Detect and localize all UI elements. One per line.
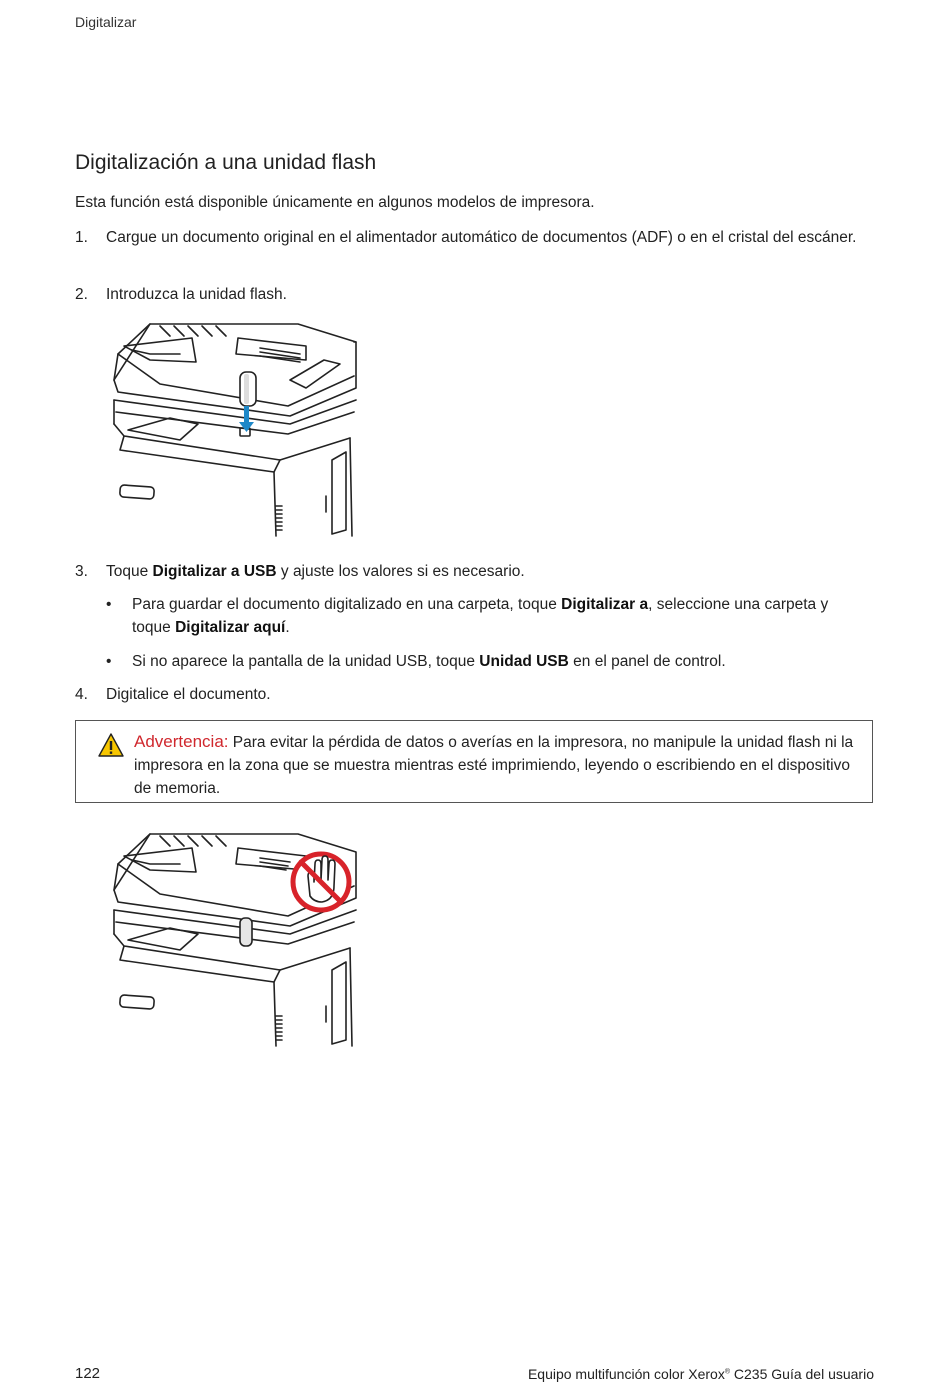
- warning-body: Para evitar la pérdida de datos o averías en la impresora, no manipule la unidad flash ni la impresora en la zona que se muestra mientras esté imprimiendo, leyendo o escribiendo en el dispositivo de memoria.: [134, 734, 854, 797]
- usb-flash-drive: [240, 918, 252, 946]
- footer-title-part: Equipo multifunción color Xerox: [527, 1366, 725, 1382]
- ui-term-scan-to-usb: Digitalizar a USB: [152, 563, 277, 580]
- section-title: Digitalización a una unidad flash: [75, 151, 377, 174]
- step-text-part: Toque: [106, 563, 153, 580]
- bullet-text-part: Para guardar el documento digitalizado en una carpeta, toque: [132, 596, 562, 613]
- ui-term-usb-drive: Unidad USB: [479, 653, 569, 670]
- bullet-text: [132, 593, 866, 639]
- running-header: Digitalizar: [75, 14, 137, 30]
- intro-paragraph: Esta función está disponible únicamente en algunos modelos de impresora.: [75, 194, 595, 211]
- warning-label: Advertencia:: [134, 732, 229, 751]
- step-number: 3.: [75, 563, 88, 580]
- footer-title-part: C235 Guía del usuario: [730, 1366, 874, 1382]
- step-text-part: y ajuste los valores si es necesario.: [276, 563, 525, 580]
- step-text: Cargue un documento original en el alimentador automático de documentos (ADF) o en el cristal del escáner.: [106, 229, 857, 246]
- step-number: 4.: [75, 686, 88, 703]
- bullet-text-part: .: [285, 619, 290, 636]
- no-touch-hand-icon: [293, 854, 349, 910]
- bullet-text-part: en el panel de control.: [568, 653, 726, 670]
- warning-icon: [97, 732, 125, 758]
- printer-usb-insert-illustration: [110, 320, 360, 538]
- bullet-dot: •: [106, 596, 112, 613]
- bullet-text-part: Si no aparece la pantalla de la unidad USB, toque: [132, 653, 480, 670]
- step-number: 1.: [75, 229, 88, 246]
- ui-term-scan-here: Digitalizar aquí: [175, 619, 286, 636]
- usb-flash-drive: [240, 372, 256, 406]
- registered-mark: ®: [724, 1368, 731, 1376]
- bullet-text-part: , seleccione una carpeta y toque: [132, 596, 829, 636]
- bullet-dot: •: [106, 653, 112, 670]
- bullet-text: [132, 650, 866, 673]
- ui-term-scan-to: Digitalizar a: [561, 596, 649, 613]
- bullet-item: [106, 593, 866, 639]
- printer-do-not-touch-illustration: [110, 830, 360, 1048]
- step-1: [75, 226, 865, 249]
- step-text: [106, 560, 865, 583]
- step-4: [75, 683, 865, 706]
- page-number: 122: [75, 1365, 101, 1382]
- step-text: Digitalice el documento.: [106, 686, 271, 703]
- bullet-item: [106, 650, 866, 673]
- step-text: Introduzca la unidad flash.: [106, 286, 287, 303]
- footer-doc-title: [528, 1366, 874, 1382]
- step-3: [75, 560, 865, 583]
- warning-box: [75, 720, 873, 803]
- step-2: [75, 283, 865, 306]
- step-number: 2.: [75, 286, 88, 303]
- warning-text: [134, 730, 864, 800]
